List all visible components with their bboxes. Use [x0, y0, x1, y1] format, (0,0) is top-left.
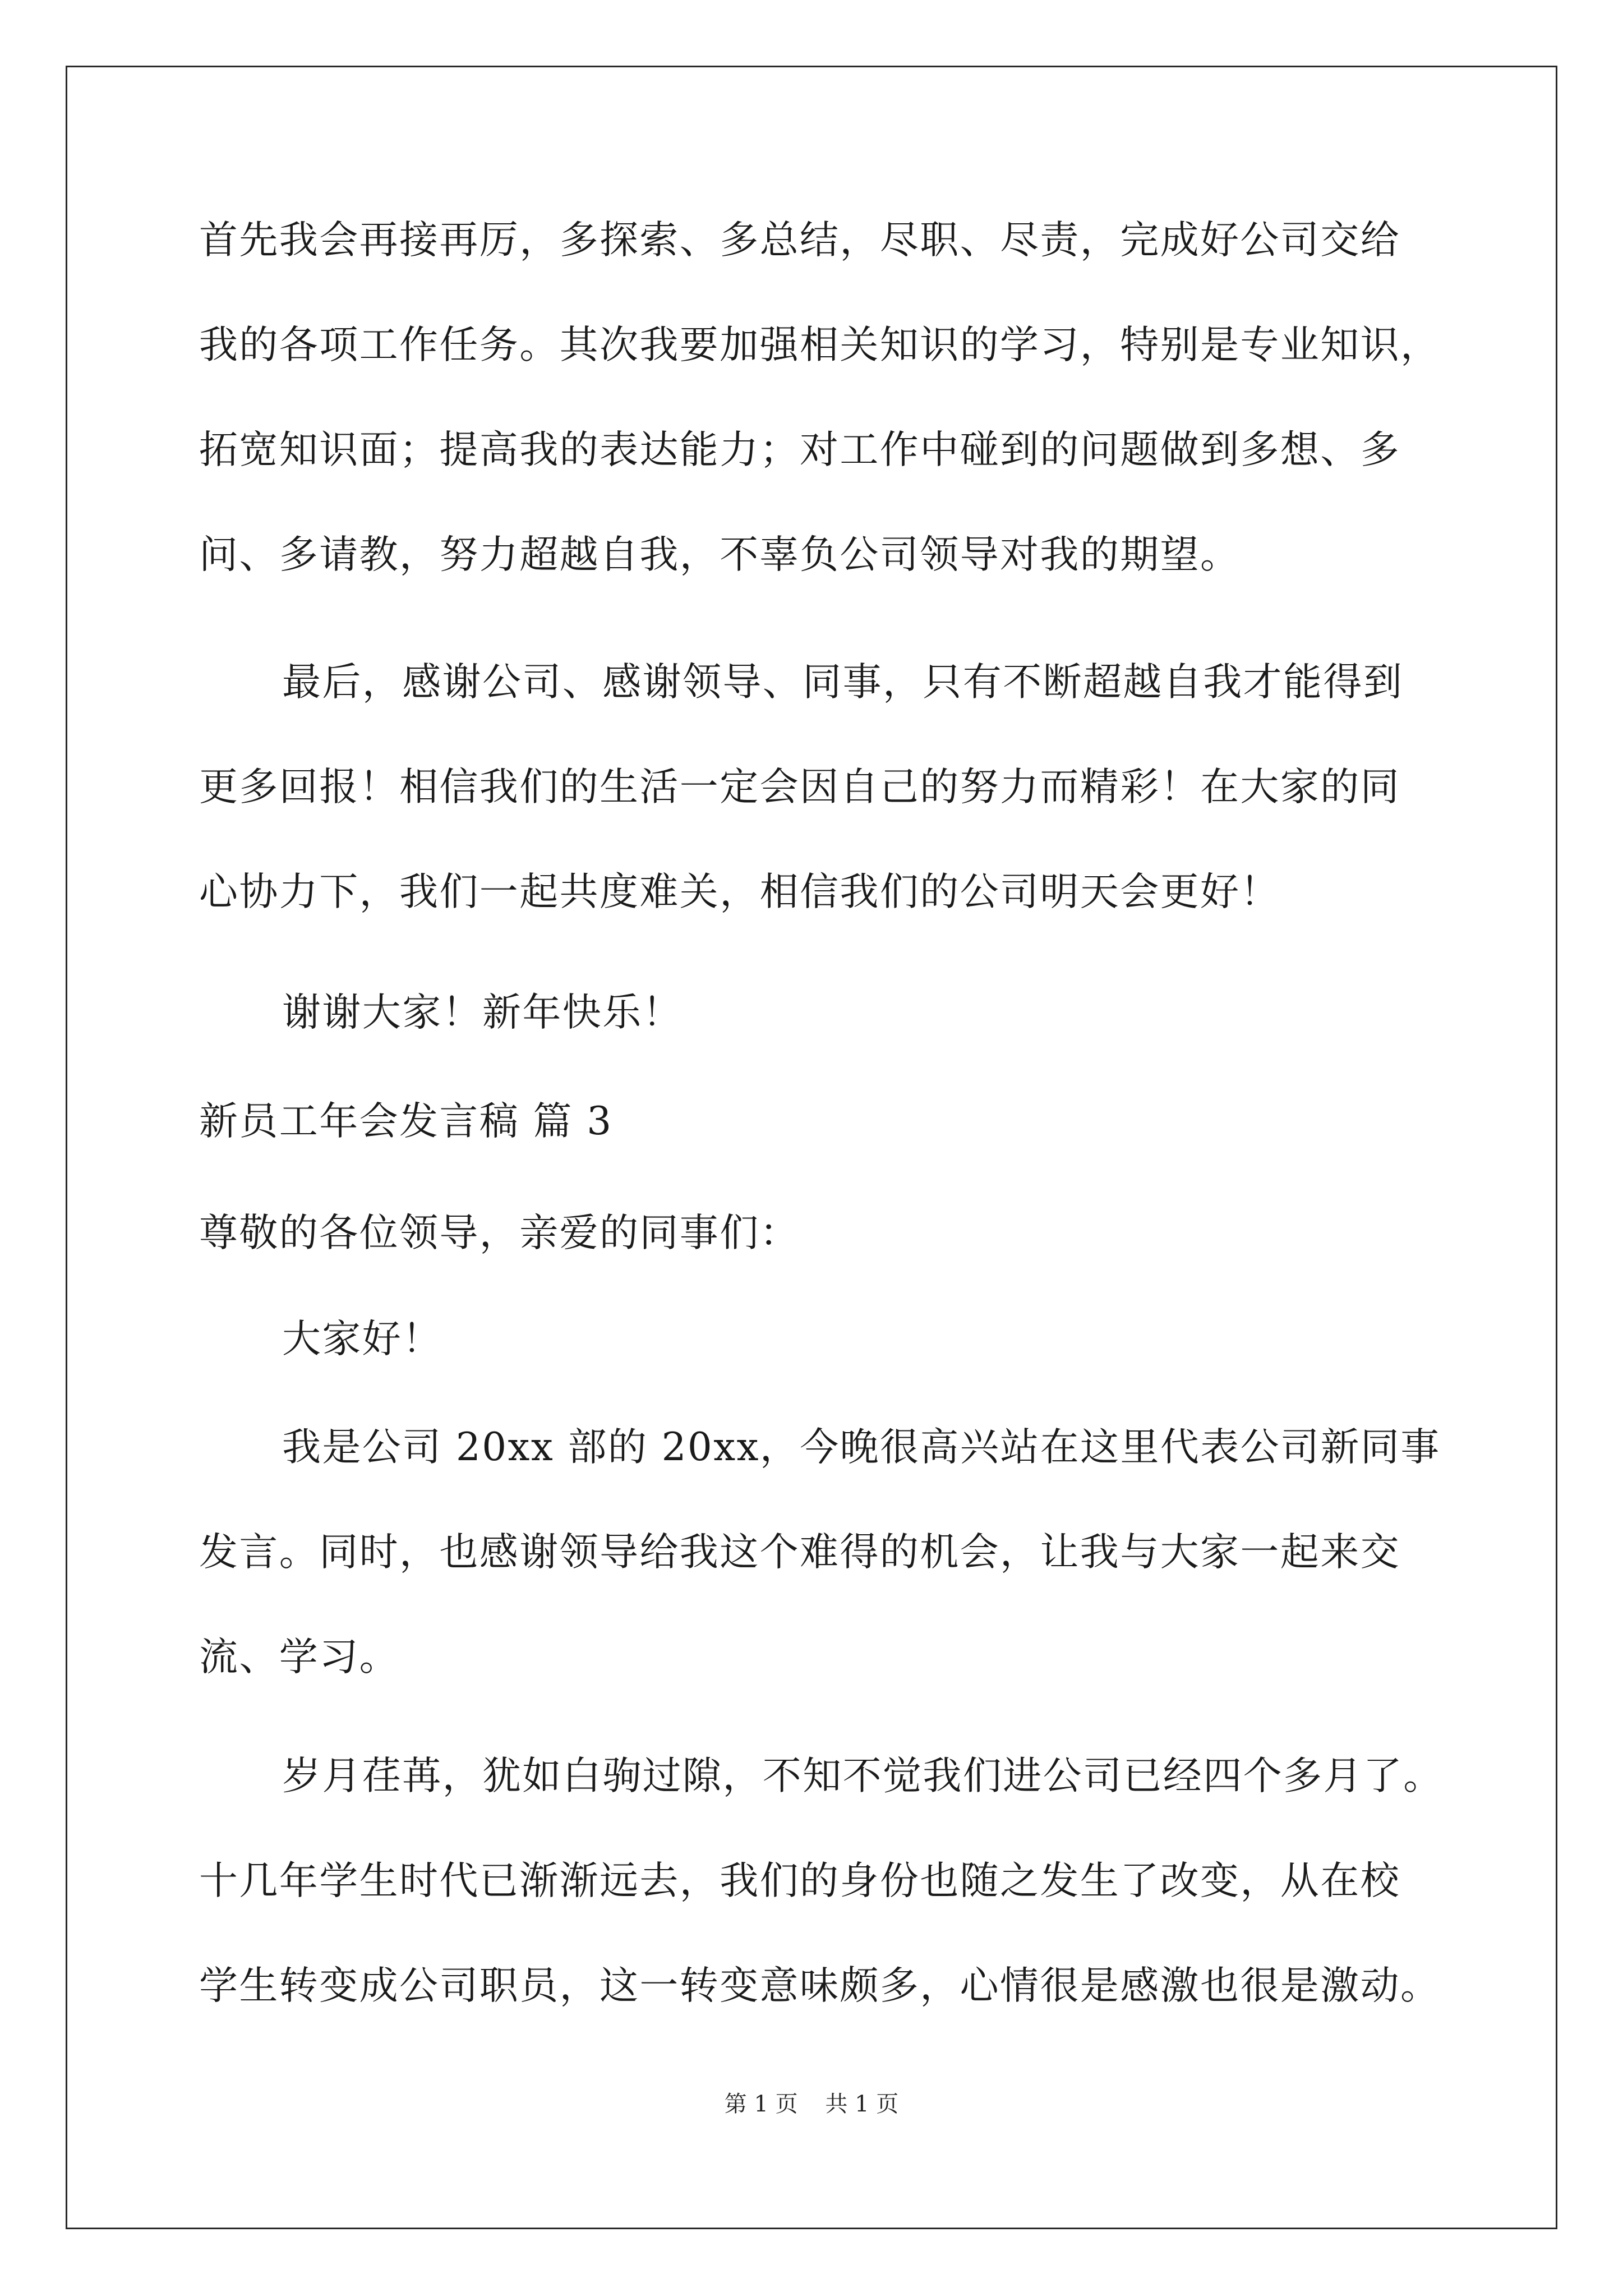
- paragraph-line: 首先我会再接再厉，多探索、多总结，尽职、尽责，完成好公司交给: [199, 218, 1400, 263]
- paragraph-line: 发言。同时，也感谢领导给我这个难得的机会，让我与大家一起来交: [199, 1530, 1400, 1575]
- page-number: 第 1 页: [724, 2091, 798, 2117]
- paragraph-line: 更多回报！相信我们的生活一定会因自己的努力而精彩！在大家的同: [199, 765, 1400, 809]
- paragraph-line: 问、多请教，努力超越自我，不辜负公司领导对我的期望。: [199, 532, 1241, 577]
- paragraph-line: 心协力下，我们一起共度难关，相信我们的公司明天会更好！: [199, 869, 1280, 914]
- paragraph-line: 流、学习。: [199, 1635, 399, 1680]
- section-heading: 新员工年会发言稿 篇 3: [199, 1099, 613, 1144]
- paragraph-line: 学生转变成公司职员，这一转变意味颇多，心情很是感激也很是激动。: [199, 1963, 1441, 2008]
- paragraph-line: 岁月荏苒，犹如白驹过隙，不知不觉我们进公司已经四个多月了。: [282, 1754, 1444, 1798]
- paragraph-line: 我是公司 20xx 部的 20xx，今晚很高兴站在这里代表公司新同事: [282, 1425, 1441, 1470]
- salutation: 尊敬的各位领导，亲爱的同事们：: [199, 1211, 800, 1255]
- paragraph-line: 拓宽知识面；提高我的表达能力；对工作中碰到的问题做到多想、多: [199, 427, 1400, 472]
- page-border: [66, 66, 1557, 2229]
- paragraph-line: 十几年学生时代已渐渐远去，我们的身份也随之发生了改变，从在校: [199, 1858, 1400, 1903]
- page-footer: [0, 2090, 1623, 2118]
- paragraph-line: 最后，感谢公司、感谢领导、同事，只有不断超越自我才能得到: [282, 660, 1404, 705]
- greeting: 大家好！: [282, 1317, 442, 1361]
- page-total: 共 1 页: [825, 2091, 899, 2117]
- closing-line: 谢谢大家！新年快乐！: [282, 990, 683, 1035]
- paragraph-line: 我的各项工作任务。其次我要加强相关知识的学习，特别是专业知识，: [199, 323, 1441, 367]
